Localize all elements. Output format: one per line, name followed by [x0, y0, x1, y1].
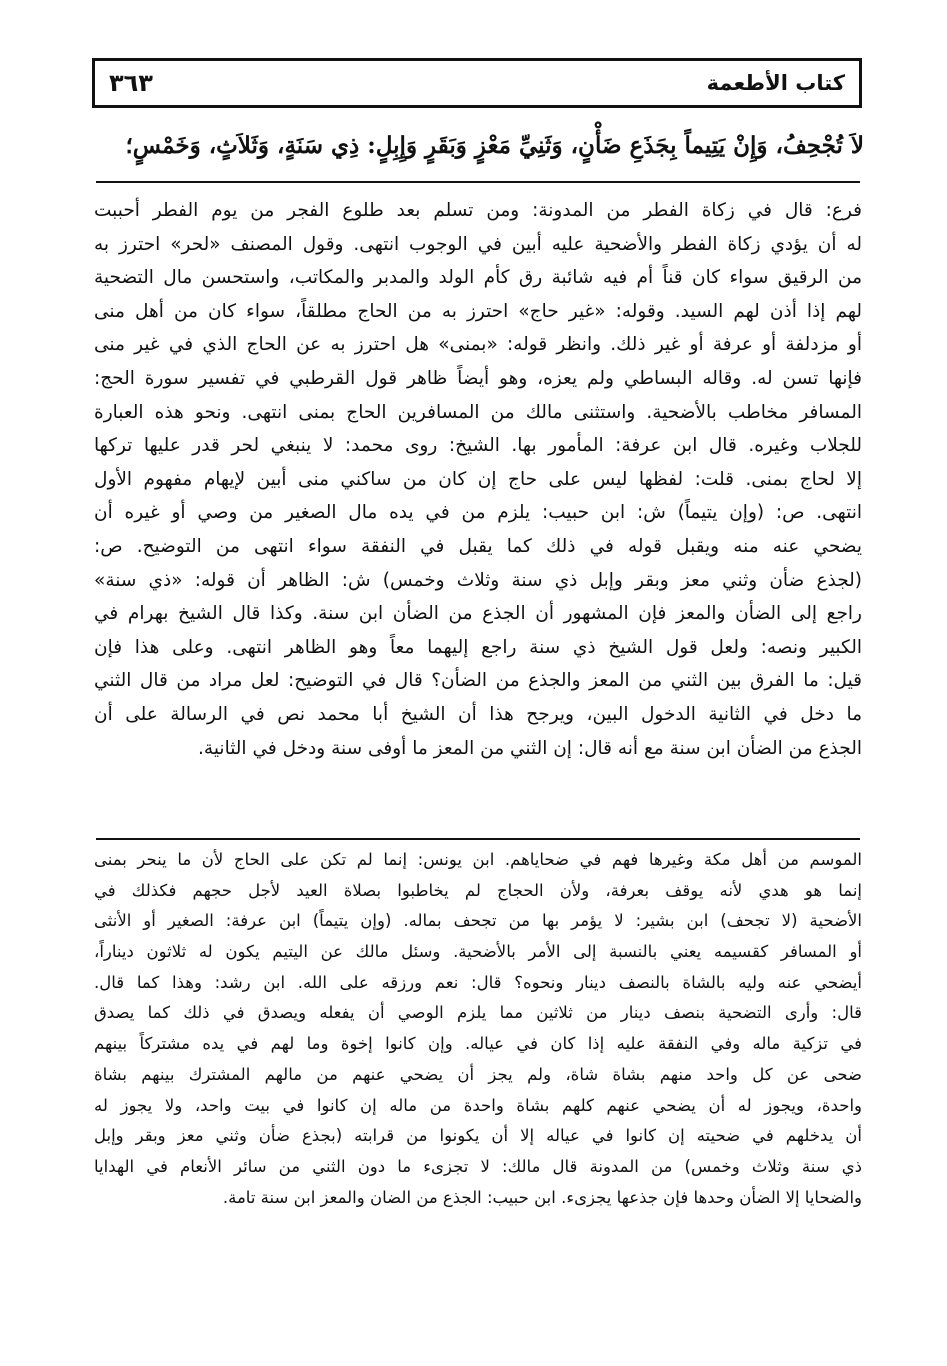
commentary-line: المسافر مخاطب بالأضحية. واستثنى مالك من المسافرين الحاج بمنى انتهى. ونحو هذه العبارة [94, 401, 862, 423]
footnote-line: أن يدخلهم في ضحيته إن كانوا في عياله إلا أن يكونوا من قرابته (بجذع ضأن وثني معز وبقر وإبل [94, 1126, 862, 1146]
commentary-line: إلا لحاج بمنى. قلت: لفظها ليس على حاج إن كان من ساكني منى أبين لإيهام مفهوم الأول [94, 468, 862, 490]
running-header [92, 58, 862, 108]
commentary-line: راجع إلى الضأن والمعز فإن المشهور أن الجذع من الضأن ابن سنة. وكذا قال الشيخ بهرام في [94, 603, 862, 625]
page-number: ٣٦٣ [109, 69, 153, 97]
footnote-line: والضحايا إلا الضأن وحدها فإن جذعها يجزىء. ابن حبيب: الجذع من الضان والمعز ابن سنة تامة. [222, 1187, 862, 1207]
chapter-title: كتاب الأطعمة [706, 71, 845, 95]
footnote-line: أيضحي عنه وليه بالشاة بالنصف دينار ونحوه؟ قال: نعم ورزقه على الله. ابن رشد: وهذا كما قال. [94, 972, 862, 992]
footnote-line: ذي سنة وثلاث وخمس) من المدونة قال مالك: لا تجزىء ما دون الثني من سائر الأنعام في الهدايا [94, 1156, 862, 1176]
commentary-line: أو مزدلفة أو عرفة أو غير ذلك. وانظر قوله: «بمنى» هل احترز به عن الحاج الذي في غير منى [94, 334, 862, 356]
commentary-line: ما دخل في الثانية الدخول البين، ويرجح هذا أن الشيخ أبا محمد نص في الرسالة على أن [94, 703, 862, 725]
commentary-line: قيل: ما الفرق بين الثني من المعز والجذع من الضأن؟ قال في التوضيح: لعل مراد من قال الثني [94, 670, 862, 692]
commentary-line: من الرقيق سواء كان قناً أم فيه شائبة رق كأم الولد والمدبر والمكاتب، واستحسن مال التضحية [94, 267, 862, 289]
commentary-block [94, 194, 862, 765]
commentary-line: للجلاب وغيره. قال ابن عرفة: المأمور بها. الشيخ: روى محمد: لا ينبغي لحر قدر عليها تركها [94, 435, 862, 457]
footnote-line: أو المسافر كقسيمه يعني بالنسبة إلى الأمر بالأضحية. وسئل مالك عن اليتيم يكون له ثلاثون ديناراً، [94, 942, 862, 962]
footnote-divider [96, 838, 860, 840]
commentary-line: يضحي عنه منه ويقبل قوله في ذلك كما يقبل في النفقة سواء انتهى من التوضيح. ص: [94, 535, 862, 557]
commentary-line: لهم إذا أذن لهم السيد. وقوله: «غير حاج» احترز به من الحاج مطلقاً، سواء كان من أهل منى [94, 300, 862, 322]
commentary-line: (لجذع ضأن وثني معز وبقر وإبل ذي سنة وثلاث وخمس) ش: الظاهر أن قوله: «ذي سنة» [94, 569, 862, 591]
commentary-line: فإنها تسن له. وقاله البساطي ولم يعزه، وهو أيضاً ظاهر قول القرطبي في تفسير سورة الحج: [94, 367, 862, 389]
footnote-line: واحدة، ويجوز له أن يضحي عنهم كلهم بشاة واحدة من ماله إن كانوا في بيت واحد، ولا يجوز له [94, 1095, 862, 1115]
commentary-line: انتهى. ص: (وإن يتيماً) ش: ابن حبيب: يلزم من في يده مال الصغير من وصي أو غيره أن [94, 502, 862, 524]
footnote-line: ضحى عن كل واحد منهم بشاة شاة، ولم يجز أن يضحي عنهم من مالهم المشترك بينهم بشاة [94, 1064, 862, 1084]
footnote-line: قال: وأرى التضحية بنصف دينار من ثلاثين مما يلزم الوصي أن يفعله ويصدق في ذلك كما يصدق [94, 1003, 862, 1023]
verse-divider [96, 181, 860, 183]
commentary-line: الجذع من الضأن ابن سنة مع أنه قال: إن الثني من المعز ما أوفى سنة ودخل في الثانية. [198, 737, 862, 759]
footnote-line: إنما هو هدي لأنه يوقف بعرفة، ولأن الحجاج لم يخاطبوا بصلاة العيد لأجل حجهم فكذلك في [94, 880, 862, 900]
commentary-line: الكبير ونصه: ولعل قول الشيخ ذي سنة راجع إليهما معاً وهو الظاهر انتهى. وعلى هذا فإن [94, 636, 862, 658]
commentary-line: فرع: قال في زكاة الفطر من المدونة: ومن تسلم بعد طلوع الفجر من يوم الفطر أحببت [94, 200, 862, 221]
footnotes-block [94, 845, 862, 1213]
main-verse: لاَ تُجْحِفُ، وَإِنْ يَتِيماً بِجَذَعِ ضَأْنٍ، وَثَنِيِّ مَعْزٍ وَبَقَرٍ وَإِبِلٍ: ذِي سَنَةٍ، وَثَلاَثٍ، وَخَمْسٍ؛ [125, 132, 864, 159]
commentary-line: له أن يؤدي زكاة الفطر والأضحية عليه أبين في الوجوب انتهى. وقول المصنف «لحر» احترز به [94, 233, 862, 255]
footnote-line: الموسم من أهل مكة وغيرها فهم في ضحاياهم. ابن يونس: إنما لم تكن على الحاج لأن ما ينحر بمنى [94, 850, 862, 869]
footnote-line: الأضحية (لا تجحف) ابن بشير: لا يؤمر بها من تجحف بماله. (وإن يتيماً) ابن عرفة: الصغير أو الأنثى [94, 911, 862, 931]
footnote-line: في تزكية ماله وفي النفقة عليه إذا كان في عياله. وإن كانوا إخوة وما لهم في يده مشتركاً بينهم [94, 1034, 862, 1054]
